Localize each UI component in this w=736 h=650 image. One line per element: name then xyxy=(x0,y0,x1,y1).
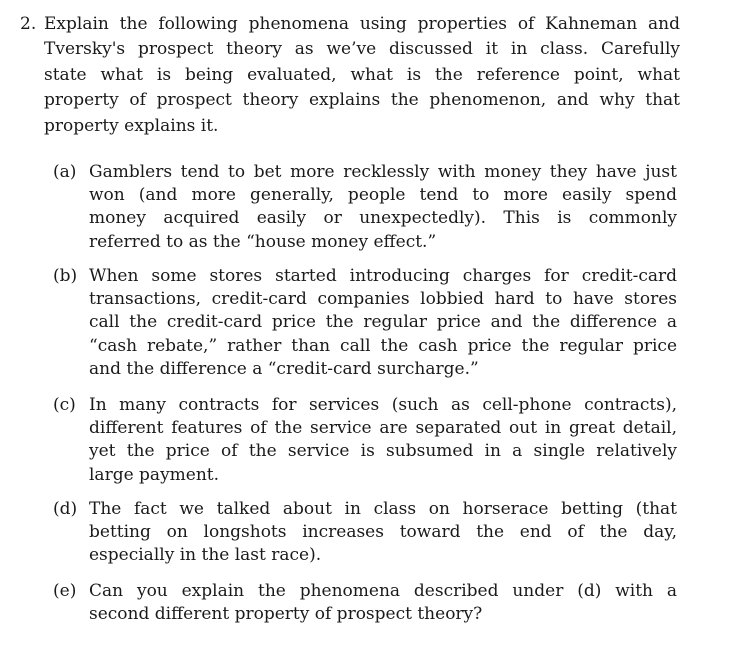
part-text-line: large payment. xyxy=(89,464,220,485)
part-text-line: yet the price of the service is subsumed in a single relatively xyxy=(89,441,677,462)
part-label: (e) xyxy=(53,581,77,601)
part-d xyxy=(53,498,680,568)
part-text-line: Can you explain the phenomena described under (d) with a xyxy=(89,581,677,601)
part-label: (d) xyxy=(53,499,78,519)
question-number: 2. xyxy=(20,14,37,34)
part-e xyxy=(53,580,680,626)
question-text-line: state what is being evaluated, what is the reference point, what xyxy=(44,64,680,85)
part-text-line: In many contracts for services (such as cell-phone contracts), xyxy=(89,395,677,415)
question-text-line: property of prospect theory explains the phenomenon, and why that xyxy=(44,90,680,111)
question-2 xyxy=(20,12,680,139)
part-text-line: especially in the last race). xyxy=(89,545,322,566)
part-text-line: transactions, credit-card companies lobbied hard to have stores xyxy=(89,289,677,310)
part-b xyxy=(53,265,680,381)
part-text-line: call the credit-card price the regular price and the difference a xyxy=(89,312,677,333)
part-text-line: second different property of prospect theory? xyxy=(89,604,483,625)
part-label: (b) xyxy=(53,266,78,286)
part-text-line: The fact we talked about in class on horserace betting (that xyxy=(89,499,677,519)
question-text-line: Explain the following phenomena using properties of Kahneman and xyxy=(44,14,680,34)
part-text-line: won (and more generally, people tend to more easily spend xyxy=(89,185,677,206)
part-label: (a) xyxy=(53,162,77,182)
question-text-line: property explains it. xyxy=(44,115,219,136)
part-text-line: referred to as the “house money effect.” xyxy=(89,231,437,252)
part-a xyxy=(53,161,680,254)
part-text-line: and the difference a “credit-card surcharge.” xyxy=(89,358,479,379)
part-text-line: different features of the service are separated out in great detail, xyxy=(89,418,677,439)
part-text-line: Gamblers tend to bet more recklessly with money they have just xyxy=(89,162,677,182)
part-text-line: When some stores started introducing charges for credit-card xyxy=(89,266,677,286)
question-text-line: Tversky's prospect theory as we’ve discussed it in class. Carefully xyxy=(44,39,680,60)
part-text-line: betting on longshots increases toward the end of the day, xyxy=(89,522,677,543)
part-text-line: money acquired easily or unexpectedly). This is commonly xyxy=(89,208,677,229)
part-label: (c) xyxy=(53,395,76,415)
part-text-line: “cash rebate,” rather than call the cash price the regular price xyxy=(89,335,677,356)
part-c xyxy=(53,394,680,487)
